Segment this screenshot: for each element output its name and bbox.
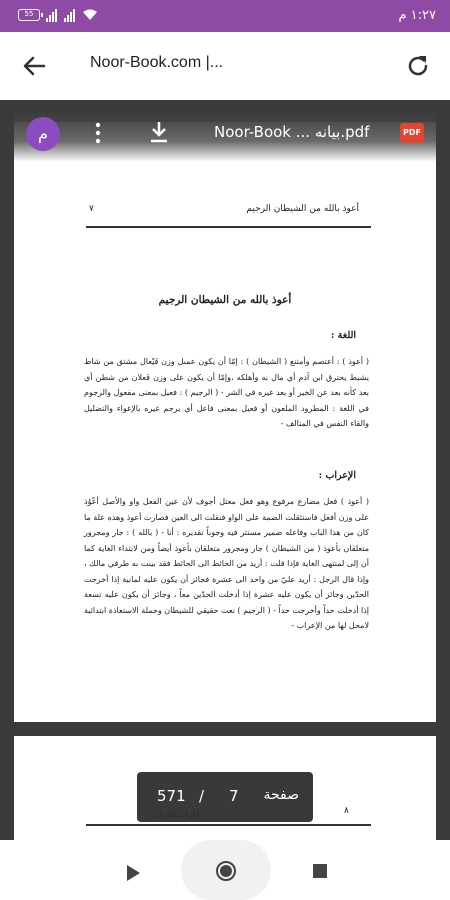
browser-toolbar	[0, 32, 450, 100]
signal-icon	[46, 8, 57, 22]
total-pages: 571	[157, 787, 186, 805]
download-icon[interactable]	[148, 120, 170, 144]
page-title: Noor-Book.com |...	[90, 54, 224, 71]
header-rule	[86, 226, 371, 228]
header-rule	[86, 824, 371, 826]
back-arrow-icon[interactable]	[20, 52, 48, 80]
document-title: Noor-Book ... بيانه.pdf	[214, 123, 370, 141]
page-separator: /	[199, 787, 205, 805]
stop-icon[interactable]	[313, 864, 327, 878]
more-vert-icon[interactable]	[94, 122, 102, 144]
avatar[interactable]: م	[26, 117, 60, 151]
pdf-toolbar	[14, 110, 436, 162]
page-heading: أعوذ بالله من الشيطان الرجيم	[158, 294, 292, 306]
paragraph-language: ( أعوذ ) : أعتصم وأمتنع ( الشيطان ) : إمّا أن يكون عمىل وزن فَيْعال مشتق من شاط يشيط يحترق ابن آدم أي مال به وأهلكه ،وإمّا أن يكون على وزن فَعلان من شطن أي بعد كأنه بعد عن الخير أو بعد غيره في الشر - ( الرجيم ) : فعيل بمعنى مفعول والرجوم في اللغة : المطرود الملعون أو فعيل بمعنى فاعل أي يرجم غيره بالإغواء والتضليل والقاء النفس في المتالف -	[84, 357, 369, 428]
paragraph-grammar: ( أعوذ ) فعل مضارع مرفوع وهو فعل معتل أجوف لأن عين الفعل واو والأصل أعْوُذ على وزن أفعل فاستثقلت الضمة على الواو فنقلت الى العين فصارت أعوذ وهذه علة ما كان من هذا الباب وفاعله ضمير مستتر فيه وجوباً تقديره : أنا - ( بالله ) : جار ومجرور متعلقان بأعوذ ( من الشيطان ) جار ومجرور متعلقان بأعوذ أيضاً ومن لابتداء الغاية كما أن إلى لمنتهى الغاية فإذا قلت : أريد من الحائط الى الحائط فقد بينت به طرفي مالك ، وإذا قال الرجل : أريد عليّ من واحد الى عشرة فجائز أن يكون عليه لمانية إذا أخرجت الحدّين وجائز أن يكون عليه عشرة إذا أدخلت الحدّين معاً ، وجائز أن يكون عليه تسعة إذا أدخلت حداً وأخرجت حداً - ( الرجيم ) نعت حقيقي للشيطان وجملة الاستعاذة ابتدائية لامحل لها من الإعراب -	[84, 497, 369, 630]
play-icon[interactable]	[125, 864, 141, 882]
section-language: اللغة :	[330, 330, 356, 341]
pdf-page	[14, 122, 436, 722]
page-number: ٨	[344, 806, 349, 816]
page-number: ٧	[89, 204, 94, 214]
pdf-file-icon: PDF	[400, 123, 424, 143]
wifi-icon	[82, 9, 98, 21]
section-grammar: الإعراب :	[318, 470, 356, 481]
battery-level: 55	[24, 10, 34, 18]
page-counter-label: صفحة	[263, 787, 299, 803]
running-head-title: أعوذ بالله من الشيطان الرجيم	[246, 204, 359, 214]
signal-icon	[64, 8, 75, 22]
pdf-viewer[interactable]	[0, 100, 450, 840]
battery-icon	[18, 9, 40, 21]
status-time: ١:٢٧ م	[398, 8, 436, 23]
reload-icon[interactable]	[404, 52, 432, 80]
record-icon[interactable]	[215, 860, 237, 882]
running-head	[89, 204, 359, 214]
current-page: 7	[229, 787, 239, 805]
status-bar	[0, 0, 450, 32]
media-controls	[0, 840, 450, 900]
page-counter	[137, 772, 313, 822]
